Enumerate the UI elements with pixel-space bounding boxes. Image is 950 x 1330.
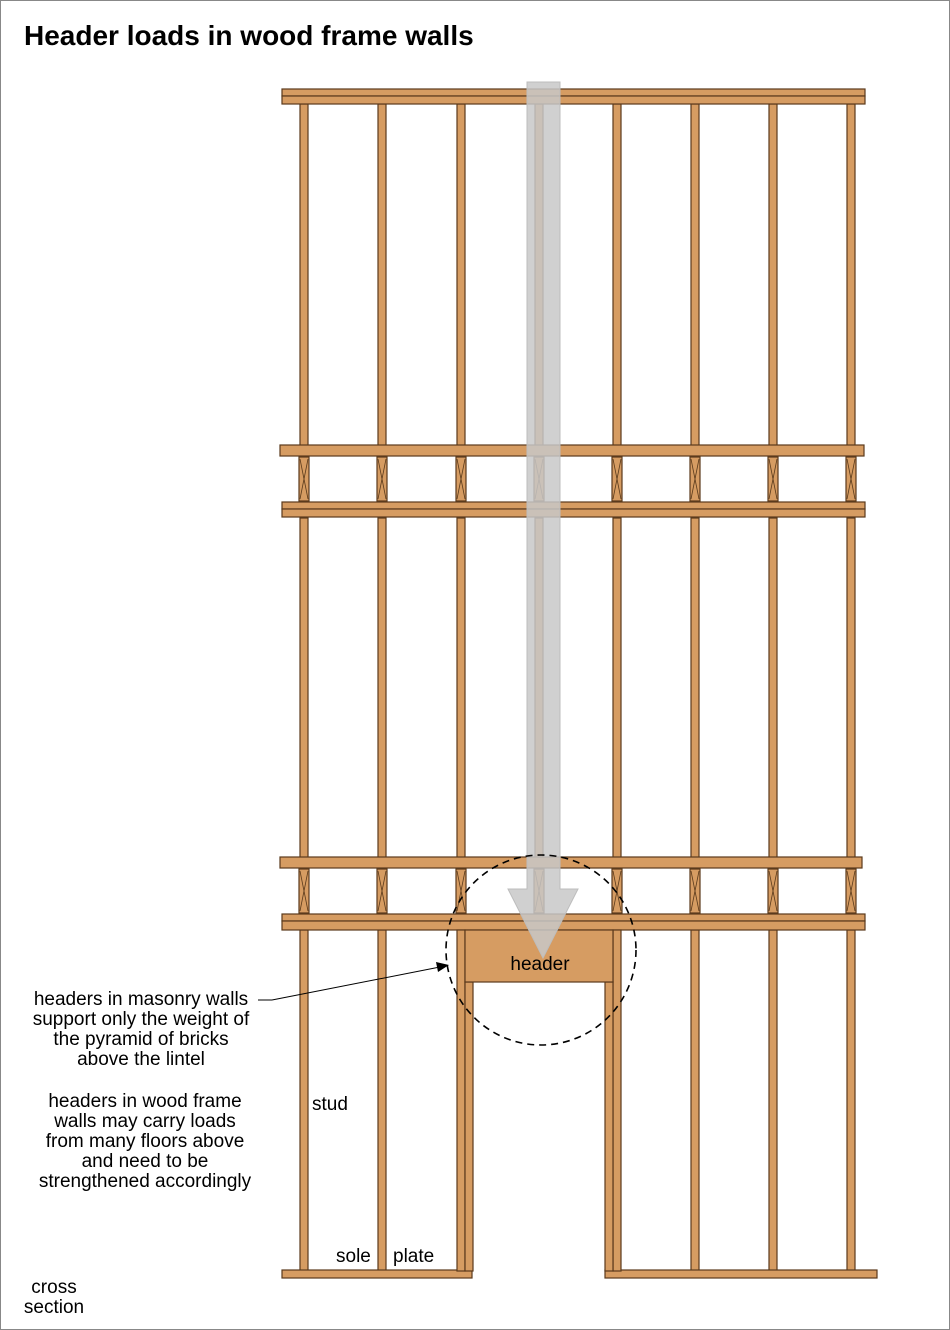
stud [769,518,777,858]
floor-plate [280,857,862,868]
note-line: walls may carry loads [54,1111,236,1132]
stud [691,930,699,1271]
cross-section-line: section [23,1297,85,1318]
leader-line [272,966,445,1000]
king-stud [613,930,621,1271]
note-line: and need to be [81,1151,209,1172]
stud [613,104,621,446]
stud [300,104,308,446]
note-line: headers in masonry walls [33,989,249,1010]
studs [300,104,855,1271]
stud [769,930,777,1271]
note-line: support only the weight of [32,1009,250,1030]
note-line: above the lintel [77,1049,205,1070]
note-line: the pyramid of bricks [53,1029,229,1050]
note-line: headers in wood frame [48,1091,242,1112]
stud [847,518,855,858]
note-line: from many floors above [45,1131,245,1152]
sole-plate [605,1270,877,1278]
floor-plate [282,914,865,921]
masonry-header-note [0,990,286,1070]
plates [280,89,877,1278]
cross-section-line: cross [31,1277,77,1298]
floor-plate [280,445,864,456]
stud [378,104,386,446]
sole-plate [282,1270,472,1278]
floor-plate [282,502,865,509]
wood-frame-header-note [0,1092,290,1192]
stud [457,104,465,446]
king-stud [457,930,465,1271]
stud [300,930,308,1271]
stud [613,518,621,858]
load-arrow-shape [508,82,578,958]
top-plate [282,89,865,96]
plate-label: plate [393,1246,435,1267]
header-label: header [510,954,570,975]
stud [378,930,386,1271]
stud [847,930,855,1271]
stud [691,104,699,446]
stud [378,518,386,858]
stud [300,518,308,858]
note-line: strengthened accordingly [38,1171,252,1192]
page-title: Header loads in wood frame walls [24,20,474,51]
floor-plate [282,921,865,930]
stud [847,104,855,446]
load-arrow [508,82,578,958]
cross-section-label [12,1278,96,1318]
stud [457,518,465,858]
floor-plate [282,509,865,517]
jack-stud [605,982,613,1271]
jack-stud [465,982,473,1271]
stud [769,104,777,446]
top-plate [282,96,865,104]
stud [691,518,699,858]
stud-label: stud [312,1094,348,1115]
sole-label: sole [336,1246,371,1267]
